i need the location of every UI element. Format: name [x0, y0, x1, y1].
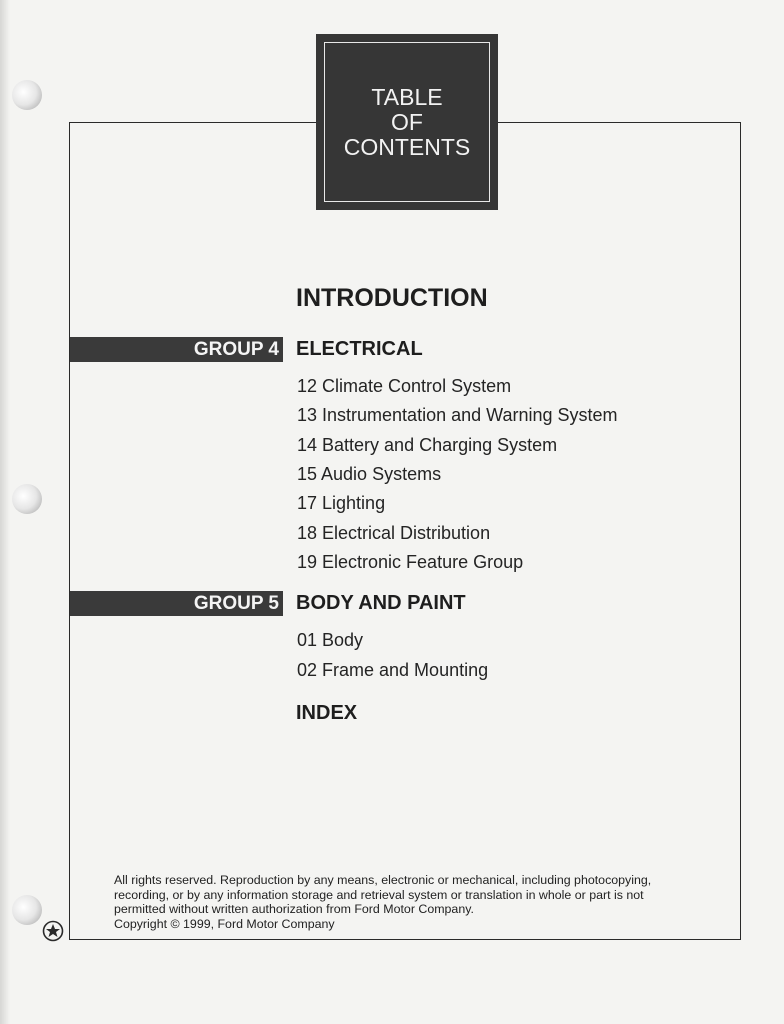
toc-item[interactable]: 17 Lighting [297, 493, 386, 513]
toc-item[interactable]: 15 Audio Systems [297, 464, 442, 484]
toc-item[interactable]: 18 Electrical Distribution [297, 523, 491, 543]
page-edge-shadow [0, 0, 10, 1024]
group-4-tag: GROUP 4 [70, 337, 283, 362]
toc-item[interactable]: 01 Body [297, 630, 364, 650]
rights-line: permitted without written authorization from Ford Motor Company. [114, 902, 474, 916]
copyright-line: Copyright © 1999, Ford Motor Company [114, 916, 335, 931]
toc-item[interactable]: 12 Climate Control System [297, 376, 512, 396]
group-5-title[interactable]: BODY AND PAINT [296, 592, 466, 614]
rights-line: All rights reserved. Reproduction by any means, electronic or mechanical, including photocopying, [114, 873, 652, 887]
binder-hole-icon [12, 80, 42, 110]
toc-title-line: TABLE [371, 83, 443, 110]
toc-title-inner [324, 42, 490, 202]
index-heading[interactable]: INDEX [296, 702, 358, 724]
rights-line: recording, or by any information storage and retrieval system or translation in whole or part is not [114, 887, 644, 902]
toc-item[interactable]: 02 Frame and Mounting [297, 660, 489, 680]
introduction-heading[interactable]: INTRODUCTION [296, 284, 488, 312]
toc-title-line: CONTENTS [343, 133, 471, 160]
toc-title-box [316, 34, 498, 210]
toc-item[interactable]: 13 Instrumentation and Warning System [297, 405, 618, 425]
rights-notice [114, 873, 714, 931]
toc-item[interactable]: 19 Electronic Feature Group [297, 552, 524, 572]
binder-hole-icon [12, 895, 42, 925]
binder-hole-icon [12, 484, 42, 514]
recycle-emblem-icon [42, 920, 64, 942]
toc-title-line: OF [391, 108, 423, 135]
group-5-tag: GROUP 5 [70, 591, 283, 616]
group-4-title[interactable]: ELECTRICAL [296, 338, 423, 360]
toc-item[interactable]: 14 Battery and Charging System [297, 435, 558, 455]
